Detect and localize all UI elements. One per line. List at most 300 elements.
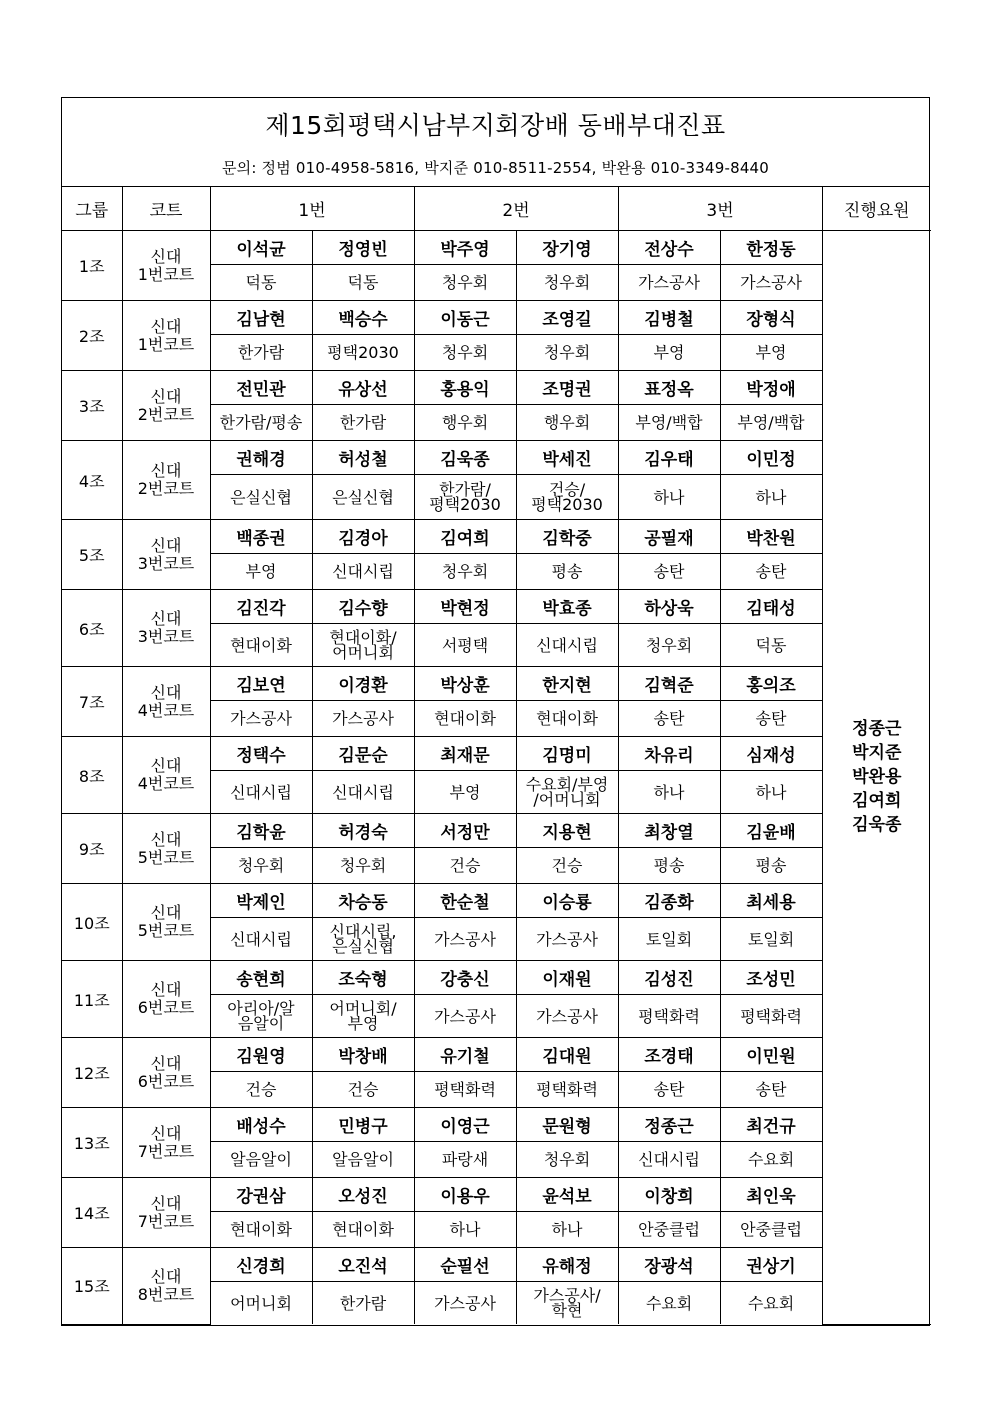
- table-row: [62, 590, 931, 624]
- club-line: 가스공사: [230, 709, 292, 728]
- club-line: 부영/백합: [737, 413, 805, 432]
- court-label-line: 3번코트: [137, 627, 195, 646]
- player-name: 최창열: [618, 814, 720, 848]
- player-club: [210, 554, 312, 590]
- court-label-line: 7번코트: [137, 1211, 195, 1231]
- player-name: 한정동: [720, 231, 822, 265]
- player-club: [516, 1072, 618, 1108]
- player-name: 박제인: [210, 884, 312, 918]
- club-line: 어머니회: [230, 1293, 292, 1313]
- club-line: 현대이화: [230, 1220, 292, 1239]
- court-label-line: 신대: [150, 903, 182, 922]
- club-line: 가스공사: [740, 273, 802, 292]
- player-name: 윤석보: [516, 1178, 618, 1212]
- player-name: 이경환: [312, 667, 414, 701]
- court-label-line: 1번코트: [137, 334, 195, 354]
- court-label: [122, 1248, 210, 1325]
- player-name: 김혁준: [618, 667, 720, 701]
- club-line: 가스공사: [536, 929, 598, 949]
- group-label: 7조: [62, 667, 122, 737]
- club-line: 안중클럽: [638, 1220, 700, 1239]
- table-row: [62, 441, 931, 475]
- club-line: 부영: [755, 343, 787, 362]
- player-club: [312, 265, 414, 301]
- page-title: 제15회평택시남부지회장배 동배부대진표: [265, 111, 726, 140]
- club-line: 청우회: [543, 1150, 591, 1169]
- club-line: 신대시립: [332, 562, 394, 581]
- club-line: 덕동: [245, 273, 277, 292]
- court-label-line: 신대: [150, 682, 182, 702]
- table-row: [62, 1178, 931, 1212]
- club-line: 신대시립: [332, 782, 394, 802]
- player-name: 장기영: [516, 231, 618, 265]
- player-name: 백승수: [312, 301, 414, 335]
- player-name: 장형식: [720, 301, 822, 335]
- player-club: [414, 701, 516, 737]
- player-name: 이용우: [414, 1178, 516, 1212]
- court-label-line: 4번코트: [137, 700, 195, 720]
- player-name: 차승동: [312, 884, 414, 918]
- player-club: [210, 335, 312, 371]
- player-club: [516, 918, 618, 961]
- club-line: 수요회: [645, 1293, 693, 1313]
- club-line: 청우회: [237, 856, 285, 875]
- player-name: 홍용익: [414, 371, 516, 405]
- club-line: 현대이화: [434, 709, 496, 728]
- player-club: [210, 918, 312, 961]
- player-name: 표정옥: [618, 371, 720, 405]
- player-name: 김태성: [720, 590, 822, 624]
- player-name: 이석균: [210, 231, 312, 265]
- player-name: 허성철: [312, 441, 414, 475]
- player-name: 김학중: [516, 520, 618, 554]
- player-club: [312, 771, 414, 814]
- club-line: 현대이화: [230, 635, 292, 655]
- player-club: [516, 848, 618, 884]
- club-line: 알음알이: [332, 1150, 394, 1169]
- club-line: 송탄: [755, 1080, 787, 1099]
- player-club: [414, 918, 516, 961]
- club-line: 신대시립: [230, 929, 292, 949]
- player-club: [720, 265, 822, 301]
- player-name: 최인욱: [720, 1178, 822, 1212]
- player-club: [618, 405, 720, 441]
- court-label: [122, 1108, 210, 1178]
- staff-list: [822, 231, 931, 1325]
- player-name: 정영빈: [312, 231, 414, 265]
- player-club: [618, 848, 720, 884]
- player-club: [720, 848, 822, 884]
- club-line: 파랑새: [441, 1150, 489, 1169]
- player-name: 김보연: [210, 667, 312, 701]
- court-label-line: 1번코트: [137, 264, 195, 284]
- player-name: 차유리: [618, 737, 720, 771]
- player-name: 조숙형: [312, 961, 414, 995]
- club-line: 한가람/: [439, 480, 491, 499]
- player-name: 한순철: [414, 884, 516, 918]
- court-label: [122, 884, 210, 961]
- player-club: [618, 554, 720, 590]
- club-line: 평택화력: [434, 1080, 496, 1099]
- player-club: [618, 918, 720, 961]
- player-club: [210, 848, 312, 884]
- player-name: 김병철: [618, 301, 720, 335]
- player-club: [720, 554, 822, 590]
- player-club: [210, 1142, 312, 1178]
- club-line: 부영/백합: [635, 413, 703, 432]
- player-name: 김경아: [312, 520, 414, 554]
- player-name: 최세용: [720, 884, 822, 918]
- player-club: [210, 771, 312, 814]
- player-name: 김여희: [414, 520, 516, 554]
- court-label-line: 8번코트: [137, 1284, 195, 1304]
- club-line: 안중클럽: [740, 1220, 802, 1239]
- player-name: 이창희: [618, 1178, 720, 1212]
- court-label-line: 신대: [150, 461, 182, 480]
- player-name: 이동근: [414, 301, 516, 335]
- player-name: 박정애: [720, 371, 822, 405]
- court-label-line: 신대: [150, 246, 182, 266]
- player-name: 전민관: [210, 371, 312, 405]
- club-line: 아리아/알: [227, 999, 295, 1018]
- player-club: [720, 1142, 822, 1178]
- player-name: 공필재: [618, 520, 720, 554]
- table-row: [62, 737, 931, 771]
- group-label: 2조: [62, 301, 122, 371]
- group-label: 8조: [62, 737, 122, 814]
- player-club: [210, 265, 312, 301]
- player-club: [720, 701, 822, 737]
- player-name: 김성진: [618, 961, 720, 995]
- club-line: 한가람: [339, 413, 387, 432]
- player-club: [414, 1072, 516, 1108]
- court-label-line: 신대: [150, 1053, 182, 1073]
- table-row: [62, 371, 931, 405]
- club-line: 평택2030: [531, 495, 603, 514]
- club-line: 어머니회: [332, 643, 394, 662]
- table-row: [62, 961, 931, 995]
- player-club: [414, 1282, 516, 1325]
- club-line: 평택2030: [327, 343, 399, 362]
- court-label-line: 6번코트: [137, 1071, 195, 1091]
- player-name: 지용현: [516, 814, 618, 848]
- player-club: [414, 771, 516, 814]
- player-name: 이재원: [516, 961, 618, 995]
- court-label-line: 신대: [150, 1193, 182, 1213]
- club-line: 한가람/평송: [219, 413, 303, 432]
- player-name: 서정만: [414, 814, 516, 848]
- club-line: 가스공사: [332, 709, 394, 728]
- club-line: 청우회: [339, 856, 387, 875]
- court-label: [122, 441, 210, 520]
- club-line: 현대이화/: [329, 628, 397, 647]
- club-line: 신대시립,: [329, 922, 397, 941]
- player-club: [618, 475, 720, 520]
- player-name: 유기철: [414, 1038, 516, 1072]
- club-line: 신대시립: [230, 782, 292, 802]
- player-club: [312, 405, 414, 441]
- player-name: 강권삼: [210, 1178, 312, 1212]
- player-name: 배성수: [210, 1108, 312, 1142]
- player-name: 조영길: [516, 301, 618, 335]
- court-label-line: 7번코트: [137, 1141, 195, 1161]
- contact-info: 문의: 정범 010-4958-5816, 박지준 010-8511-2554, 박완용 010-3349-8440: [221, 159, 770, 177]
- club-line: 평택화력: [740, 1006, 802, 1026]
- player-club: [210, 995, 312, 1038]
- club-line: 알음알이: [230, 1150, 292, 1169]
- player-club: [618, 771, 720, 814]
- player-club: [210, 624, 312, 667]
- player-name: 이영근: [414, 1108, 516, 1142]
- club-line: 음알이: [237, 1014, 285, 1033]
- club-line: 평택화력: [536, 1080, 598, 1099]
- player-club: [618, 335, 720, 371]
- court-label-line: 5번코트: [137, 921, 195, 940]
- court-label: [122, 520, 210, 590]
- player-club: [210, 1072, 312, 1108]
- club-line: 평송: [755, 856, 787, 875]
- club-line: 현대이화: [332, 1220, 394, 1239]
- group-label: 4조: [62, 441, 122, 520]
- player-name: 최재문: [414, 737, 516, 771]
- staff-name: 박지준: [852, 743, 902, 764]
- player-club: [516, 771, 618, 814]
- player-name: 권상기: [720, 1248, 822, 1282]
- player-name: 송현희: [210, 961, 312, 995]
- court-label: [122, 961, 210, 1038]
- header-match-2: 2번: [414, 187, 618, 231]
- player-club: [720, 995, 822, 1038]
- group-label: 3조: [62, 371, 122, 441]
- player-club: [210, 1212, 312, 1248]
- court-label: [122, 231, 210, 301]
- club-line: 은실신협: [332, 937, 394, 956]
- club-line: 하나: [653, 487, 685, 507]
- club-line: 부영: [449, 782, 481, 802]
- player-club: [414, 554, 516, 590]
- club-line: 가스공사: [536, 1006, 598, 1026]
- court-label-line: 신대: [150, 1123, 182, 1143]
- group-label: 9조: [62, 814, 122, 884]
- player-club: [210, 1282, 312, 1325]
- group-label: 15조: [62, 1248, 122, 1325]
- player-club: [720, 771, 822, 814]
- club-line: 평송: [653, 856, 685, 875]
- player-name: 김수향: [312, 590, 414, 624]
- player-name: 박현정: [414, 590, 516, 624]
- draw-table: [62, 187, 931, 1325]
- player-club: [414, 475, 516, 520]
- court-label-line: 신대: [150, 1266, 182, 1286]
- player-name: 김진각: [210, 590, 312, 624]
- player-club: [210, 701, 312, 737]
- header-court: 코트: [122, 187, 210, 231]
- player-club: [312, 848, 414, 884]
- player-club: [414, 1142, 516, 1178]
- player-club: [720, 1212, 822, 1248]
- player-name: 허경숙: [312, 814, 414, 848]
- player-name: 김남현: [210, 301, 312, 335]
- table-row: [62, 1038, 931, 1072]
- table-row: [62, 884, 931, 918]
- club-line: 행우회: [543, 413, 591, 432]
- club-line: 송탄: [653, 562, 685, 581]
- player-name: 전상수: [618, 231, 720, 265]
- player-club: [414, 624, 516, 667]
- club-line: 가스공사: [638, 273, 700, 292]
- court-label: [122, 590, 210, 667]
- table-row: [62, 520, 931, 554]
- player-club: [516, 335, 618, 371]
- club-line: 청우회: [543, 343, 591, 362]
- player-club: [516, 1282, 618, 1325]
- player-club: [618, 995, 720, 1038]
- club-line: 어머니회/: [329, 999, 397, 1018]
- club-line: 청우회: [543, 273, 591, 292]
- court-label-line: 신대: [150, 829, 182, 849]
- club-line: 한가람: [339, 1293, 387, 1313]
- table-row: [62, 231, 931, 265]
- club-line: 하나: [653, 782, 685, 802]
- court-label: [122, 1178, 210, 1248]
- club-line: 가스공사/: [533, 1286, 601, 1305]
- player-name: 김종화: [618, 884, 720, 918]
- club-line: 덕동: [755, 635, 787, 655]
- club-line: 부영: [653, 343, 685, 362]
- court-label: [122, 814, 210, 884]
- player-club: [618, 1142, 720, 1178]
- player-club: [720, 918, 822, 961]
- player-club: [720, 624, 822, 667]
- player-name: 한지현: [516, 667, 618, 701]
- club-line: 토일회: [645, 929, 693, 949]
- player-club: [516, 1212, 618, 1248]
- court-label-line: 신대: [150, 756, 182, 775]
- player-club: [312, 1212, 414, 1248]
- player-name: 권해경: [210, 441, 312, 475]
- player-club: [312, 624, 414, 667]
- player-name: 홍의조: [720, 667, 822, 701]
- club-line: 송탄: [653, 709, 685, 728]
- player-club: [516, 624, 618, 667]
- player-name: 신경희: [210, 1248, 312, 1282]
- player-name: 김대원: [516, 1038, 618, 1072]
- player-club: [516, 554, 618, 590]
- group-label: 10조: [62, 884, 122, 961]
- player-club: [618, 1072, 720, 1108]
- player-club: [720, 1282, 822, 1325]
- club-line: 송탄: [653, 1080, 685, 1099]
- club-line: 덕동: [347, 273, 379, 292]
- player-name: 박효종: [516, 590, 618, 624]
- club-line: 가스공사: [434, 1293, 496, 1313]
- club-line: 수요회: [747, 1150, 795, 1169]
- table-row: [62, 301, 931, 335]
- player-name: 민병구: [312, 1108, 414, 1142]
- club-line: 부영: [245, 562, 277, 581]
- player-name: 김명미: [516, 737, 618, 771]
- club-line: 송탄: [755, 709, 787, 728]
- player-club: [516, 995, 618, 1038]
- header-staff: 진행요원: [822, 187, 931, 231]
- club-line: 가스공사: [434, 1006, 496, 1026]
- court-label-line: 신대: [150, 980, 182, 999]
- club-line: 청우회: [645, 635, 693, 655]
- group-label: 11조: [62, 961, 122, 1038]
- court-label-line: 2번코트: [137, 404, 195, 424]
- player-club: [720, 475, 822, 520]
- player-club: [312, 335, 414, 371]
- club-line: 수요회: [747, 1293, 795, 1313]
- club-line: 신대시립: [638, 1150, 700, 1169]
- club-line: 청우회: [441, 343, 489, 362]
- player-club: [618, 265, 720, 301]
- club-line: 가스공사: [434, 929, 496, 949]
- player-name: 오진석: [312, 1248, 414, 1282]
- player-club: [414, 405, 516, 441]
- player-club: [720, 405, 822, 441]
- club-line: 건승: [347, 1080, 379, 1099]
- table-row: [62, 667, 931, 701]
- player-club: [516, 701, 618, 737]
- player-name: 유상선: [312, 371, 414, 405]
- player-club: [414, 848, 516, 884]
- group-label: 13조: [62, 1108, 122, 1178]
- court-label-line: 4번코트: [137, 774, 195, 793]
- court-label-line: 5번코트: [137, 847, 195, 867]
- player-club: [312, 918, 414, 961]
- player-name: 조명권: [516, 371, 618, 405]
- club-line: 하나: [755, 487, 787, 507]
- club-line: 은실신협: [230, 487, 292, 507]
- table-row: [62, 814, 931, 848]
- player-name: 장광석: [618, 1248, 720, 1282]
- player-club: [312, 1072, 414, 1108]
- player-club: [210, 405, 312, 441]
- club-line: 평송: [551, 562, 583, 581]
- header-match-3: 3번: [618, 187, 822, 231]
- club-line: 건승/: [548, 480, 586, 499]
- player-name: 정택수: [210, 737, 312, 771]
- court-label-line: 신대: [150, 316, 182, 336]
- club-line: 신대시립: [536, 635, 598, 655]
- player-club: [618, 701, 720, 737]
- player-club: [414, 1212, 516, 1248]
- player-name: 김원영: [210, 1038, 312, 1072]
- club-line: 하나: [755, 782, 787, 802]
- player-name: 이승룡: [516, 884, 618, 918]
- club-line: 청우회: [441, 562, 489, 581]
- player-club: [720, 1072, 822, 1108]
- group-label: 1조: [62, 231, 122, 301]
- player-club: [312, 475, 414, 520]
- court-label: [122, 371, 210, 441]
- court-label-line: 2번코트: [137, 479, 195, 498]
- player-club: [312, 995, 414, 1038]
- club-line: 행우회: [441, 413, 489, 432]
- club-line: 송탄: [755, 562, 787, 581]
- player-club: [618, 1212, 720, 1248]
- court-label: [122, 301, 210, 371]
- player-name: 박창배: [312, 1038, 414, 1072]
- player-club: [516, 405, 618, 441]
- group-label: 14조: [62, 1178, 122, 1248]
- player-club: [618, 1282, 720, 1325]
- player-name: 최건규: [720, 1108, 822, 1142]
- player-club: [312, 701, 414, 737]
- club-line: 토일회: [747, 929, 795, 949]
- player-club: [516, 475, 618, 520]
